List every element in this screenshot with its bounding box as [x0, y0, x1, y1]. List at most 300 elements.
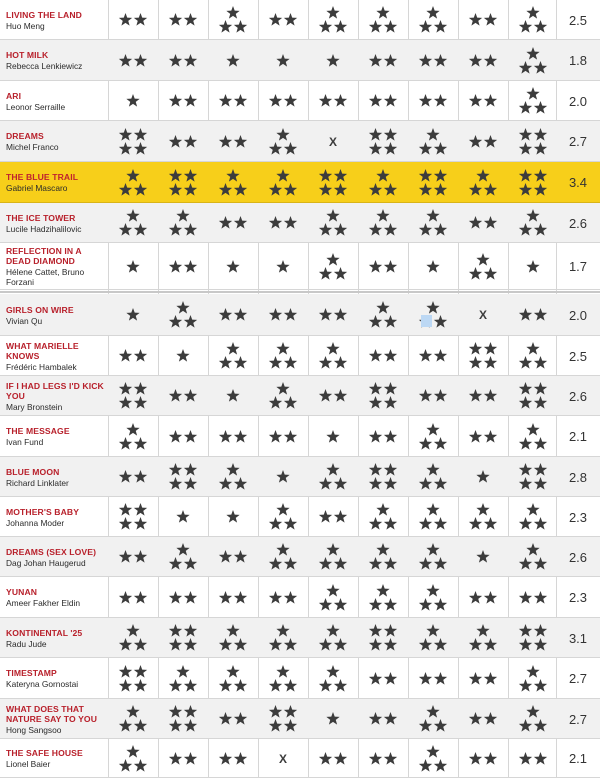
rating-cell — [408, 336, 458, 376]
star-icon — [169, 591, 182, 604]
table-row[interactable] — [0, 376, 600, 416]
star-icon — [469, 389, 482, 402]
film-title[interactable]: YUNAN — [6, 587, 38, 597]
selection-highlight — [421, 315, 432, 327]
rating-cell — [258, 497, 308, 537]
star-icon — [276, 382, 289, 395]
table-row[interactable] — [0, 618, 600, 658]
star-icon — [369, 430, 382, 443]
rating-cell — [258, 416, 308, 457]
table-row[interactable] — [0, 40, 600, 81]
rating-cell — [508, 658, 558, 699]
star-icon — [384, 517, 397, 530]
film-info — [0, 203, 108, 243]
rating-cell — [458, 243, 508, 290]
star-icon — [434, 20, 447, 33]
star-icon — [519, 142, 532, 155]
star-icon — [269, 356, 282, 369]
rating-cell — [508, 121, 558, 162]
star-icon — [334, 183, 347, 196]
star-icon — [369, 557, 382, 570]
star-icon — [226, 510, 239, 523]
star-icon — [176, 665, 189, 678]
rating-cell — [108, 0, 158, 40]
star-icon — [419, 672, 432, 685]
star-icon — [234, 20, 247, 33]
star-icon — [519, 679, 532, 692]
rating-cell — [508, 699, 558, 739]
star-icon — [519, 591, 532, 604]
rating-cell — [458, 376, 508, 416]
film-director: Lucile Hadzihalilovic — [6, 223, 82, 234]
star-icon — [119, 591, 132, 604]
star-icon — [426, 6, 439, 19]
star-icon — [519, 557, 532, 570]
average-score: 2.7 — [568, 711, 588, 727]
star-icon — [469, 94, 482, 107]
star-icon — [369, 517, 382, 530]
rating-cell — [258, 618, 308, 658]
star-icon — [484, 356, 497, 369]
star-icon — [326, 209, 339, 222]
star-icon — [219, 356, 232, 369]
star-icon — [376, 543, 389, 556]
star-icon — [526, 705, 539, 718]
film-title[interactable]: LIVING THE LAND — [6, 9, 82, 20]
star-icon — [184, 389, 197, 402]
star-icon — [184, 13, 197, 26]
star-icon — [219, 430, 232, 443]
star-icon — [319, 169, 332, 182]
star-icon — [169, 183, 182, 196]
star-icon — [226, 342, 239, 355]
rating-cell — [108, 40, 158, 81]
star-icon — [126, 423, 139, 436]
star-icon — [469, 356, 482, 369]
star-icon — [334, 223, 347, 236]
rating-cell — [358, 618, 408, 658]
star-icon — [269, 216, 282, 229]
star-icon — [134, 54, 147, 67]
star-icon — [119, 382, 132, 395]
rating-cell — [408, 577, 458, 618]
star-icon — [534, 624, 547, 637]
film-title[interactable]: THE MESSAGE — [6, 426, 70, 436]
star-icon — [484, 94, 497, 107]
star-icon — [484, 638, 497, 651]
star-icon — [476, 550, 489, 563]
film-title[interactable]: DREAMS (SEX LOVE) — [6, 546, 97, 557]
star-icon — [134, 382, 147, 395]
star-icon — [369, 752, 382, 765]
star-icon — [219, 638, 232, 651]
star-icon — [419, 223, 432, 236]
rating-cell — [108, 162, 158, 203]
rating-cell — [308, 658, 358, 699]
rating-cell — [258, 658, 308, 699]
star-icon — [176, 543, 189, 556]
star-icon — [426, 624, 439, 637]
film-title[interactable]: THE BLUE TRAIL — [6, 172, 79, 182]
film-title[interactable]: HOT MILK — [6, 50, 49, 60]
star-icon — [134, 503, 147, 516]
star-icon — [334, 267, 347, 280]
rating-cell — [208, 739, 258, 778]
star-icon — [434, 437, 447, 450]
film-info — [0, 537, 108, 577]
star-icon — [169, 705, 182, 718]
rating-cell — [108, 739, 158, 778]
star-icon — [426, 584, 439, 597]
rating-cell — [208, 336, 258, 376]
star-icon — [226, 260, 239, 273]
star-icon — [526, 260, 539, 273]
rating-cell — [508, 294, 558, 336]
rating-cell — [358, 40, 408, 81]
table-row[interactable] — [0, 294, 600, 336]
film-director: Leonor Serraille — [6, 101, 66, 112]
star-icon — [426, 209, 439, 222]
star-icon — [519, 169, 532, 182]
average-score: 2.8 — [568, 469, 588, 485]
star-icon — [119, 470, 132, 483]
film-title[interactable]: TIMESTAMP — [6, 668, 57, 678]
star-icon — [526, 503, 539, 516]
star-icon — [184, 719, 197, 732]
rating-cell — [208, 40, 258, 81]
rating-cell — [358, 294, 408, 336]
star-icon — [269, 591, 282, 604]
rating-cell — [358, 0, 408, 40]
star-icon — [434, 598, 447, 611]
film-info — [0, 699, 108, 739]
rating-cell — [158, 81, 208, 121]
star-icon — [234, 308, 247, 321]
rating-cell — [358, 416, 408, 457]
film-title[interactable]: MOTHER'S BABY — [6, 506, 80, 517]
average-score: 2.6 — [568, 549, 588, 565]
rating-cell — [458, 203, 508, 243]
film-info — [0, 497, 108, 537]
star-icon — [219, 216, 232, 229]
star-icon — [134, 396, 147, 409]
table-row[interactable] — [0, 0, 600, 40]
star-icon — [519, 382, 532, 395]
star-icon — [534, 437, 547, 450]
star-icon — [434, 142, 447, 155]
rating-cell — [258, 336, 308, 376]
star-icon — [269, 142, 282, 155]
rating-cell — [458, 537, 508, 577]
rating-cell — [408, 618, 458, 658]
star-icon — [134, 665, 147, 678]
star-icon — [519, 477, 532, 490]
star-icon — [326, 54, 339, 67]
star-icon — [234, 679, 247, 692]
rating-cell — [258, 294, 308, 336]
star-icon — [269, 557, 282, 570]
star-icon — [519, 624, 532, 637]
star-icon — [234, 591, 247, 604]
rating-cell — [158, 658, 208, 699]
star-icon — [384, 463, 397, 476]
star-icon — [484, 135, 497, 148]
table-row[interactable] — [0, 739, 600, 778]
film-info — [0, 376, 108, 416]
rating-cell — [158, 376, 208, 416]
film-info — [0, 618, 108, 658]
star-icon — [134, 679, 147, 692]
table-row-highlighted[interactable] — [0, 162, 600, 203]
star-icon — [319, 183, 332, 196]
rating-cell — [458, 121, 508, 162]
star-icon — [119, 517, 132, 530]
film-title[interactable]: THE ICE TOWER — [6, 212, 76, 223]
star-icon — [219, 712, 232, 725]
star-icon — [534, 183, 547, 196]
star-icon — [169, 54, 182, 67]
star-icon — [234, 183, 247, 196]
rating-cell — [108, 294, 158, 336]
star-icon — [369, 315, 382, 328]
table-row[interactable] — [0, 416, 600, 457]
star-icon — [534, 591, 547, 604]
star-icon — [384, 260, 397, 273]
table-row[interactable] — [0, 537, 600, 577]
star-icon — [184, 752, 197, 765]
rating-cell — [258, 243, 308, 290]
rating-cell — [308, 336, 358, 376]
star-icon — [434, 94, 447, 107]
star-icon — [319, 557, 332, 570]
rating-cell — [158, 294, 208, 336]
table-row[interactable] — [0, 699, 600, 739]
rating-cell — [108, 203, 158, 243]
star-icon — [276, 665, 289, 678]
rating-cell — [358, 699, 408, 739]
star-icon — [369, 260, 382, 273]
star-icon — [419, 437, 432, 450]
star-icon — [184, 477, 197, 490]
rating-cell — [308, 618, 358, 658]
star-icon — [269, 13, 282, 26]
star-icon — [434, 638, 447, 651]
star-icon — [369, 223, 382, 236]
star-icon — [369, 142, 382, 155]
star-icon — [469, 752, 482, 765]
film-title[interactable]: REFLECTION IN A DEAD DIAMOND — [6, 246, 82, 266]
star-icon — [384, 315, 397, 328]
film-title[interactable]: WHAT DOES THAT NATURE SAY TO YOU — [6, 703, 98, 724]
star-icon — [176, 209, 189, 222]
table-row[interactable] — [0, 497, 600, 537]
average-score: 2.1 — [568, 751, 588, 766]
star-icon — [119, 142, 132, 155]
star-icon — [526, 47, 539, 60]
star-icon — [169, 477, 182, 490]
star-icon — [276, 470, 289, 483]
rating-cell — [108, 457, 158, 497]
table-row[interactable] — [0, 81, 600, 121]
table-row[interactable] — [0, 577, 600, 618]
star-icon — [384, 396, 397, 409]
rating-cell — [308, 40, 358, 81]
rating-cell — [408, 537, 458, 577]
star-icon — [369, 624, 382, 637]
star-icon — [319, 510, 332, 523]
star-icon — [369, 712, 382, 725]
rating-cell — [358, 336, 408, 376]
film-director: Michel Franco — [6, 142, 59, 152]
film-director: Rebecca Lenkiewicz — [6, 61, 83, 71]
film-title[interactable]: THE SAFE HOUSE — [6, 748, 83, 758]
star-icon — [484, 672, 497, 685]
star-icon — [226, 6, 239, 19]
star-icon — [519, 128, 532, 141]
star-icon — [169, 679, 182, 692]
star-icon — [434, 315, 447, 328]
star-icon — [434, 759, 447, 772]
rating-cell — [358, 203, 408, 243]
star-icon — [334, 752, 347, 765]
star-icon — [469, 54, 482, 67]
average-score: 3.1 — [568, 630, 588, 646]
film-title[interactable]: WHAT MARIELLE KNOWS — [6, 340, 79, 361]
star-icon — [284, 13, 297, 26]
rating-cell — [408, 81, 458, 121]
rating-cell — [308, 243, 358, 290]
star-icon — [476, 503, 489, 516]
star-icon — [476, 624, 489, 637]
star-icon — [476, 470, 489, 483]
table-row[interactable] — [0, 658, 600, 699]
rating-cell — [108, 336, 158, 376]
film-title[interactable]: ARI — [6, 90, 22, 101]
rating-cell — [308, 416, 358, 457]
rating-cell — [208, 537, 258, 577]
star-icon — [176, 510, 189, 523]
star-icon — [534, 142, 547, 155]
rating-cell — [508, 0, 558, 40]
rating-cell — [208, 577, 258, 618]
star-icon — [319, 477, 332, 490]
star-icon — [534, 61, 547, 74]
star-icon — [419, 54, 432, 67]
rating-cell — [258, 376, 308, 416]
film-director: Radu Jude — [6, 638, 47, 649]
star-icon — [284, 638, 297, 651]
star-icon — [134, 759, 147, 772]
star-icon — [526, 543, 539, 556]
star-icon — [419, 349, 432, 362]
star-icon — [284, 94, 297, 107]
star-icon — [526, 87, 539, 100]
star-icon — [376, 584, 389, 597]
star-icon — [284, 557, 297, 570]
rating-cell — [358, 162, 408, 203]
star-icon — [184, 260, 197, 273]
rating-cell — [208, 243, 258, 290]
star-icon — [384, 54, 397, 67]
rating-cell — [258, 162, 308, 203]
rating-cell — [158, 40, 208, 81]
average-score: 2.0 — [568, 93, 588, 109]
rating-cell — [508, 537, 558, 577]
star-icon — [276, 624, 289, 637]
star-icon — [426, 128, 439, 141]
star-icon — [419, 759, 432, 772]
star-icon — [276, 543, 289, 556]
star-icon — [484, 216, 497, 229]
rating-cell — [158, 618, 208, 658]
star-icon — [219, 477, 232, 490]
rating-cell — [258, 457, 308, 497]
star-icon — [119, 550, 132, 563]
rating-cell — [308, 699, 358, 739]
star-icon — [369, 477, 382, 490]
rating-cell — [408, 416, 458, 457]
star-icon — [484, 342, 497, 355]
star-icon — [484, 712, 497, 725]
star-icon — [176, 301, 189, 314]
rating-cell — [358, 243, 408, 290]
film-title[interactable]: IF I HAD LEGS I'D KICK YOU — [6, 380, 104, 401]
rating-cell — [408, 376, 458, 416]
star-icon — [319, 679, 332, 692]
rating-cell — [208, 0, 258, 40]
star-icon — [184, 183, 197, 196]
film-info — [0, 416, 108, 457]
star-icon — [119, 54, 132, 67]
film-director: Johanna Moder — [6, 517, 65, 528]
star-icon — [526, 6, 539, 19]
star-icon — [134, 142, 147, 155]
table-row[interactable] — [0, 243, 600, 290]
star-icon — [419, 20, 432, 33]
table-row[interactable] — [0, 121, 600, 162]
rating-cell — [158, 577, 208, 618]
star-icon — [334, 638, 347, 651]
film-title[interactable]: KONTINENTAL '25 — [6, 627, 83, 638]
table-row[interactable] — [0, 457, 600, 497]
table-row[interactable] — [0, 336, 600, 376]
rating-cell — [408, 162, 458, 203]
average-score: 2.3 — [568, 509, 588, 525]
star-icon — [219, 308, 232, 321]
star-icon — [534, 557, 547, 570]
star-icon — [534, 20, 547, 33]
star-icon — [126, 705, 139, 718]
star-icon — [284, 142, 297, 155]
film-director: Hélene Cattet, Bruno Forzani — [6, 267, 85, 287]
film-title[interactable]: DREAMS — [6, 131, 44, 141]
star-icon — [319, 638, 332, 651]
star-icon — [469, 672, 482, 685]
star-icon — [184, 557, 197, 570]
film-title[interactable]: GIRLS ON WIRE — [6, 304, 74, 315]
film-title[interactable]: BLUE MOON — [6, 466, 60, 477]
star-icon — [519, 61, 532, 74]
star-icon — [469, 712, 482, 725]
rating-cell — [458, 457, 508, 497]
star-icon — [119, 679, 132, 692]
rating-cell — [108, 497, 158, 537]
table-row[interactable] — [0, 203, 600, 243]
rating-cell — [358, 739, 408, 778]
star-icon — [269, 719, 282, 732]
star-icon — [184, 638, 197, 651]
star-icon — [119, 349, 132, 362]
